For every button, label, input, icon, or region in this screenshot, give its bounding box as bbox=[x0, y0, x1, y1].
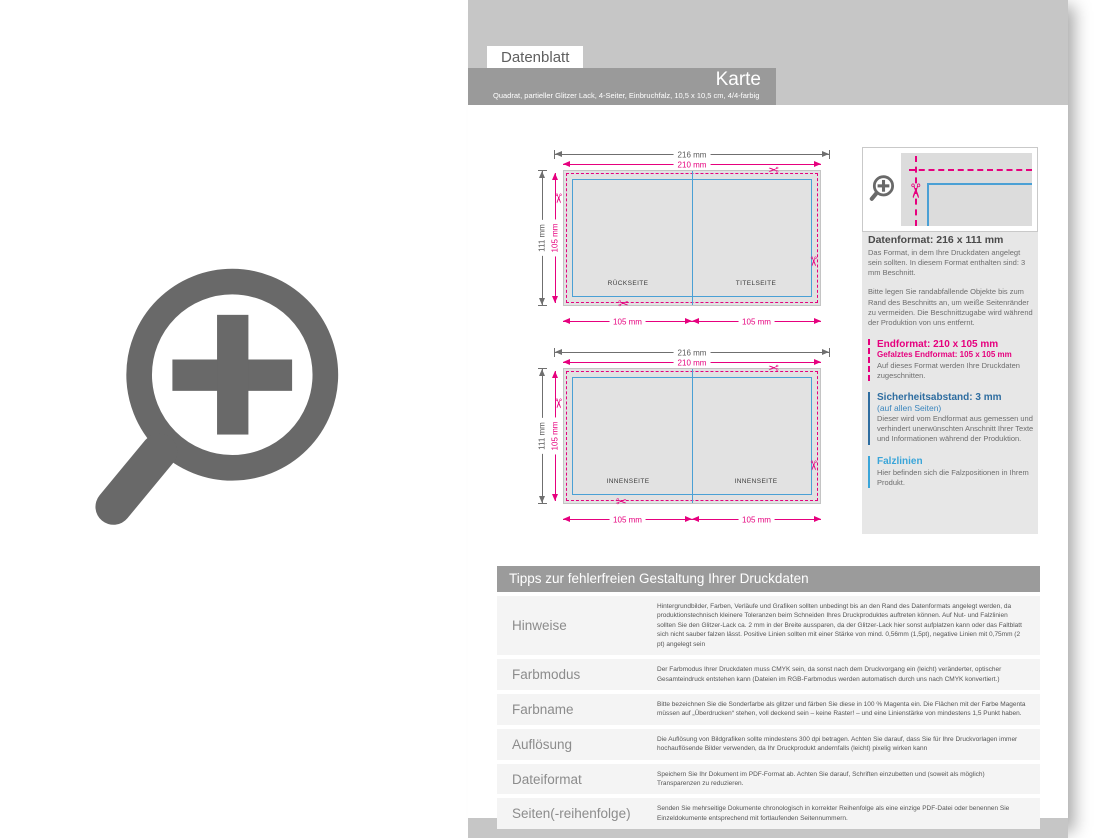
card-spread bbox=[563, 368, 821, 504]
dimension-endformat-height: 105 mm bbox=[551, 371, 560, 501]
scissors-icon: ✂ bbox=[616, 494, 627, 509]
table-row bbox=[497, 764, 1040, 795]
table-row bbox=[497, 694, 1040, 725]
fold-line bbox=[692, 369, 693, 503]
row-label: Hinweise bbox=[512, 618, 567, 634]
dimension-datenformat-height: 111 mm bbox=[538, 170, 547, 306]
row-label: Auflösung bbox=[512, 736, 573, 752]
product-subtitle: Quadrat, partieller Glitzer Lack, 4-Seiter, Einbruchfalz, 10,5 x 10,5 cm, 4/4-farbig bbox=[493, 91, 760, 100]
dimension-datenformat-height: 111 mm bbox=[538, 368, 547, 504]
endformat-section bbox=[868, 339, 1034, 381]
row-text: Senden Sie mehrseitige Dokumente chronologisch in korrekter Reihenfolge als eine einzige PDF-Datei oder benennen Sie Einzeldokumente entsprechend mit fortlaufenden Seitennummern. bbox=[657, 805, 1010, 822]
scissors-icon: ✂ bbox=[805, 460, 821, 471]
dimension-page-left-width: 105 mm bbox=[563, 515, 692, 524]
dimension-page-right-width: 105 mm bbox=[692, 317, 821, 326]
dimension-datenformat-width: 216 mm bbox=[554, 150, 830, 159]
row-text: Hintergrundbilder, Farben, Verläufe und Grafiken sollten unbedingt bis an den Rand des Datenformats angelegt werden, da produktionstechnisch kleinere Toleranzen beim Schneiden Ihres Druckproduktes auftreten können. Auf Nut- und Falzlinien sollten Sie den Glitzer-Lack ca. 2 mm in der Breite aussparen, da der Glitzer-Lack hier sonst aufplatzen kann oder das Faltblatt sich nicht sauber falzen lässt. Positive Linien sollten mit einer Stärke von mind. 0,56mm (1,5pt), negative Linien mit 0,75mm (2 pt) angelegt sein bbox=[657, 603, 1022, 648]
table-row bbox=[497, 798, 1040, 829]
sicherheitsabstand-subtitle: (auf allen Seiten) bbox=[877, 403, 942, 414]
row-label: Farbmodus bbox=[512, 667, 581, 683]
panel-label-right: INNENSEITE bbox=[734, 478, 778, 485]
sicherheitsabstand-title: Sicherheitsabstand: 3 mm bbox=[877, 392, 1002, 404]
row-text: Speichern Sie Ihr Dokument im PDF-Format ab. Achten Sie darauf, Schriften einzubetten und (soweit als möglich) Transparenzen zu reduzieren. bbox=[657, 770, 985, 788]
magnifier-plus-icon bbox=[85, 252, 370, 562]
endformat-subtitle: Gefalztes Endformat: 105 x 105 mm bbox=[877, 349, 1012, 359]
row-label: Dateiformat bbox=[512, 771, 582, 787]
sicherheitsabstand-text: Dieser wird vom Endformat aus gemessen und verhindert unerwünschten Anschnitt Ihrer Texte und Informationen während der Produktion. bbox=[877, 414, 1034, 444]
tips-table bbox=[497, 566, 1040, 829]
panel-label-left: INNENSEITE bbox=[606, 478, 650, 485]
datenformat-text: Das Format, in dem Ihre Druckdaten angelegt sein sollten. In diesem Format enthalten sind: 3 mm Beschnitt. bbox=[868, 248, 1026, 278]
endformat-text: Auf dieses Format werden Ihre Druckdaten zugeschnitten. bbox=[877, 360, 1020, 380]
table-row bbox=[497, 729, 1040, 760]
panel-label-left: RÜCKSEITE bbox=[607, 280, 649, 287]
scissors-icon: ✂ bbox=[903, 182, 926, 200]
scissors-icon: ✂ bbox=[550, 193, 566, 204]
magnifier-plus-icon bbox=[869, 174, 897, 204]
legend-text bbox=[868, 234, 1034, 488]
dimension-page-right-width: 105 mm bbox=[692, 515, 821, 524]
scissors-icon: ✂ bbox=[618, 296, 629, 311]
scissors-icon: ✂ bbox=[768, 360, 779, 375]
cut-line bbox=[909, 169, 1032, 171]
row-label: Seiten(-reihenfolge) bbox=[512, 806, 631, 822]
falzlinien-section bbox=[868, 456, 1034, 488]
dimension-endformat-width: 210 mm bbox=[563, 160, 821, 169]
dimension-page-left-width: 105 mm bbox=[563, 317, 692, 326]
corner-detail bbox=[901, 153, 1032, 226]
row-text: Die Auflösung von Bildgrafiken sollte mindestens 300 dpi betragen. Achten Sie darauf, dass Sie für Ihre Druckvorlagen immer hochauflösende Bilder verwenden, da Ihr Druckprodukt andernfalls (leicht) pixelig wirken kann bbox=[657, 735, 1018, 753]
row-text: Bitte bezeichnen Sie die Sonderfarbe als glitzer und färben Sie diese in 100 % Magenta ein. Die Flächen mit der Farbe Magenta müssen auf „Überdrucken“ stehen, voll deckend sein – keine Raster! – und eine Linienstärke von mindestens 1,5 Punkt haben. bbox=[657, 700, 1026, 718]
dimension-datenformat-width: 216 mm bbox=[554, 348, 830, 357]
datasheet-page bbox=[468, 0, 1068, 838]
datenformat-title: Datenformat: 216 x 111 mm bbox=[868, 234, 1004, 246]
table-row bbox=[497, 596, 1040, 655]
falzlinien-title: Falzlinien bbox=[877, 455, 923, 467]
row-label: Farbname bbox=[512, 701, 574, 717]
datenformat-text: Bitte legen Sie randabfallende Objekte bis zum Rand des Beschnitts an, um weiße Seitenränder zu vermeiden. Die Beschnittzugabe wird während der Produktion von uns entfernt. bbox=[868, 287, 1033, 327]
zoom-detail-box bbox=[862, 147, 1038, 232]
dimension-endformat-height: 105 mm bbox=[551, 173, 560, 303]
page-title: Karte bbox=[715, 69, 761, 90]
tips-table-header: Tipps zur fehlerfreien Gestaltung Ihrer Druckdaten bbox=[497, 566, 1040, 592]
scissors-icon: ✂ bbox=[550, 398, 566, 409]
sicherheitsabstand-section bbox=[868, 392, 1034, 444]
endformat-title: Endformat: 210 x 105 mm bbox=[877, 338, 999, 350]
scissors-icon: ✂ bbox=[768, 162, 779, 177]
falzlinien-text: Hier befinden sich die Falzpositionen in Ihrem Produkt. bbox=[877, 467, 1029, 487]
datenblatt-tab: Datenblatt bbox=[487, 46, 583, 70]
safety-margin-line bbox=[927, 183, 1032, 226]
panel-label-right: TITELSEITE bbox=[735, 280, 777, 287]
dimension-endformat-width: 210 mm bbox=[563, 358, 821, 367]
row-text: Der Farbmodus Ihrer Druckdaten muss CMYK sein, da sonst nach dem Druckvorgang ein (leicht) veränderter, optischer Gesamteindruck entstehen kann (Dateien im RGB-Farbmodus werden automatisch durch uns nach CMYK konvertiert.) bbox=[657, 666, 1002, 683]
table-row bbox=[497, 659, 1040, 690]
scissors-icon: ✂ bbox=[805, 256, 821, 267]
